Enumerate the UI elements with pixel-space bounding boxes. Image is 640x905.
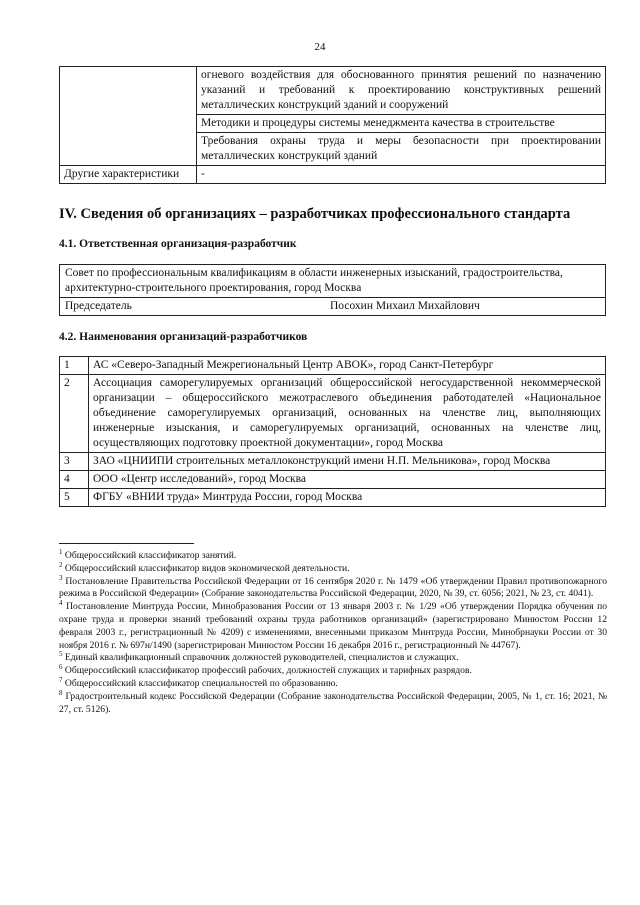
footnote-mark: 7: [59, 675, 63, 684]
table-row: [60, 298, 606, 316]
footnote-text: Общероссийский классификатор профессий рабочих, должностей служащих и тарифных разрядов.: [64, 665, 472, 677]
footnote-mark: 8: [59, 688, 63, 697]
footnote-separator: [59, 543, 194, 544]
footnote-mark: 6: [59, 662, 63, 671]
footnote-mark: 3: [59, 573, 63, 582]
other-characteristics-value: -: [197, 166, 606, 184]
org-name: ЗАО «ЦНИИПИ строительных металлоконструкций имени Н.П. Мельникова», город Москва: [89, 453, 606, 471]
footnote-mark: 4: [59, 599, 63, 607]
footnote-text: Постановление Минтруда России, Минобразования России от 13 января 2003 г. № 1/29 «Об утверждении Порядка обучения по охране труда и проверки знаний требований охраны труда работников организаций» (зарегистрировано Минюстом России 12 февраля 2003 г., регистрационный № 4209) с изменениями, внесенными приказом Минтруда России, Минобрнауки России от 30 ноября 2016 г. № 697н/1490 (зарегистрирован Минюстом России 16 декабря 2016 г., регистрационный № 44767).: [59, 601, 608, 651]
row-number: 1: [60, 357, 89, 375]
chair-position: Председатель: [65, 300, 132, 312]
footnote-mark: 5: [59, 650, 63, 659]
responsible-org-heading: 4.1. Ответственная организация-разработчик: [59, 238, 297, 250]
table-row: [60, 453, 606, 471]
requirement-cell: Требования охраны труда и меры безопасности при проектировании металлических конструкций зданий: [197, 133, 606, 166]
table-row: [60, 375, 606, 453]
table-row: [60, 489, 606, 507]
footnote-text: Общероссийский классификатор специальностей по образованию.: [64, 677, 338, 689]
responsible-org-name: Совет по профессиональным квалификациям в области инженерных изысканий, градостроительства, архитектурно-строительного проектирования, город Москва: [60, 265, 606, 298]
footnote-text: Общероссийский классификатор видов экономической деятельности.: [64, 562, 350, 574]
table-row: [60, 67, 606, 115]
responsible-org-table: [59, 264, 606, 316]
requirement-cell: огневого воздействия для обоснованного принятия решений по назначению указаний и требований к проектированию конструктивных решений металлических конструкций зданий и сооружений: [197, 67, 606, 115]
footnote: [59, 675, 607, 691]
footnote: [59, 688, 608, 717]
row-number: 3: [60, 453, 89, 471]
table-row: [60, 471, 606, 489]
row-number: 2: [60, 375, 89, 453]
footnotes: [59, 547, 608, 716]
other-characteristics-label: Другие характеристики: [60, 166, 197, 184]
row-number: 4: [60, 471, 89, 489]
table-row: [60, 357, 606, 375]
page-number: 24: [314, 41, 326, 53]
chair-cell: [60, 298, 606, 316]
footnote-mark: 1: [59, 547, 63, 556]
footnote-text: Постановление Правительства Российской Федерации от 16 сентября 2020 г. № 1479 «Об утверждении Правил противопожарного режима в Российской Федерации» (Собрание законодательства Российской Федерации, 2020, № 39, ст. 6056; 2021, № 23, ст. 4041).: [59, 575, 607, 600]
developer-orgs-heading: 4.2. Наименования организаций-разработчиков: [59, 331, 308, 343]
table-row: [60, 166, 606, 184]
footnote: [59, 547, 607, 563]
empty-label-cell: [60, 67, 197, 166]
org-name: ООО «Центр исследований», город Москва: [89, 471, 606, 489]
footnote: [59, 601, 607, 652]
footnote-mark: 2: [59, 560, 63, 569]
footnote: [59, 662, 607, 678]
footnote-text: Общероссийский классификатор занятий.: [64, 550, 237, 561]
continuation-table: [59, 66, 606, 184]
developer-orgs-table: [59, 356, 606, 507]
footnote: [59, 560, 607, 576]
row-number: 5: [60, 489, 89, 507]
footnote-text: Градостроительный кодекс Российской Федерации (Собрание законодательства Российской Федерации, 2005, № 1, ст. 16; 2021, № 27, ст. 5126).: [59, 690, 608, 715]
org-name: Ассоциация саморегулируемых организаций общероссийской негосударственной некоммерческой организации – общероссийского межотраслевого объединения работодателей «Национальное объединение саморегулируемых организаций, основанных на членстве лиц, выполняющих инженерные изыскания, и саморегулируемых организаций, основанных на членстве лиц, осуществляющих подготовку проектной документации», город Москва: [89, 375, 606, 453]
org-name: ФГБУ «ВНИИ труда» Минтруда России, город Москва: [89, 489, 606, 507]
requirement-cell: Методики и процедуры системы менеджмента качества в строительстве: [197, 115, 606, 133]
footnote: [59, 573, 607, 602]
section-heading: IV. Сведения об организациях – разработчиках профессионального стандарта: [59, 206, 571, 222]
table-row: [60, 265, 606, 298]
footnote-text: Единый квалификационный справочник должностей руководителей, специалистов и служащих.: [64, 652, 459, 664]
chair-person: Посохин Михаил Михайлович: [330, 300, 480, 312]
org-name: АС «Северо-Западный Межрегиональный Центр АВОК», город Санкт-Петербург: [89, 357, 606, 375]
footnote: [59, 652, 607, 665]
